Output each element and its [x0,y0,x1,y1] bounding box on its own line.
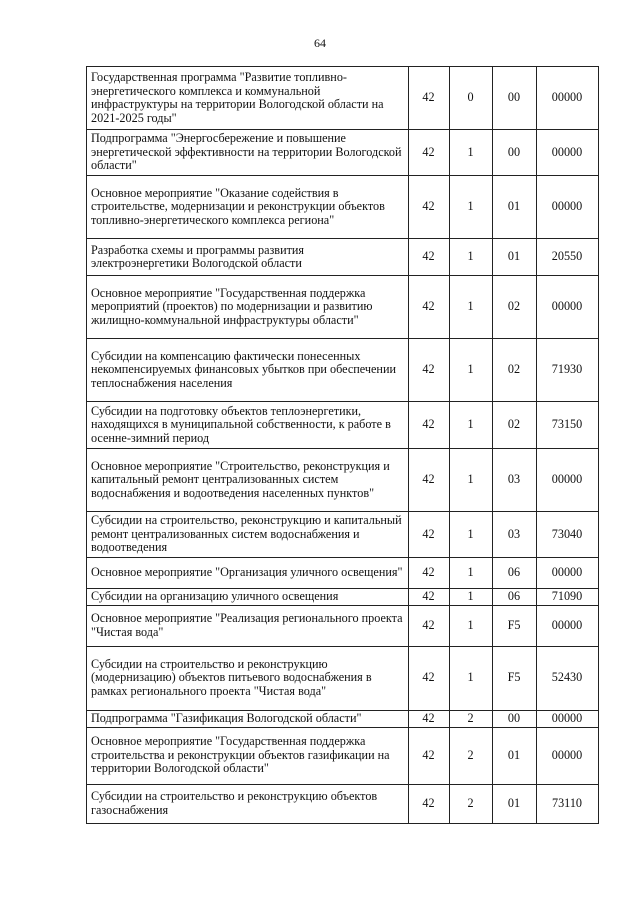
activity-code-cell: 03 [493,512,537,558]
table-row [87,239,599,276]
direction-code-cell: 00000 [537,449,599,512]
table-row [87,276,599,339]
row-name-cell: Субсидии на строительство, реконструкцию и капитальный ремонт централизованных систем водоснабжения и водоотведения [87,512,409,558]
activity-code-cell: 00 [493,67,537,130]
row-name-cell: Субсидии на строительство и реконструкцию объектов газоснабжения [87,784,409,823]
program-code-cell: 42 [409,646,450,710]
row-name-cell: Субсидии на организацию уличного освещения [87,589,409,606]
program-code-cell: 42 [409,558,450,589]
direction-code-cell: 00000 [537,276,599,339]
program-code-cell: 42 [409,589,450,606]
direction-code-cell: 52430 [537,646,599,710]
row-name-cell: Субсидии на подготовку объектов теплоэнергетики, находящихся в муниципальной собственности, к работе в осенне-зимний период [87,402,409,449]
activity-code-cell: 01 [493,784,537,823]
activity-code-cell: 01 [493,239,537,276]
table-row [87,558,599,589]
subprogram-code-cell: 2 [450,727,493,784]
row-name-cell: Подпрограмма "Энергосбережение и повышение энергетической эффективности на территории Вологодской области" [87,130,409,176]
program-code-cell: 42 [409,784,450,823]
table-row [87,176,599,239]
activity-code-cell: 02 [493,402,537,449]
direction-code-cell: 20550 [537,239,599,276]
program-code-cell: 42 [409,67,450,130]
row-name-cell: Государственная программа "Развитие топливно-энергетического комплекса и коммунальной инфраструктуры на территории Вологодской области на 2021-2025 годы" [87,67,409,130]
activity-code-cell: 06 [493,558,537,589]
program-code-cell: 42 [409,512,450,558]
table-row [87,784,599,823]
subprogram-code-cell: 2 [450,784,493,823]
direction-code-cell: 00000 [537,67,599,130]
row-name-cell: Основное мероприятие "Оказание содействия в строительстве, модернизации и реконструкции объектов топливно-энергетического комплекса региона" [87,176,409,239]
direction-code-cell: 73040 [537,512,599,558]
program-code-cell: 42 [409,276,450,339]
direction-code-cell: 73110 [537,784,599,823]
program-code-cell: 42 [409,605,450,646]
row-name-cell: Основное мероприятие "Строительство, реконструкция и капитальный ремонт централизованных систем водоснабжения и водоотведения населенных пунктов" [87,449,409,512]
program-code-cell: 42 [409,176,450,239]
table-row [87,339,599,402]
program-code-cell: 42 [409,130,450,176]
table-row [87,130,599,176]
direction-code-cell: 73150 [537,402,599,449]
table-row [87,646,599,710]
subprogram-code-cell: 1 [450,605,493,646]
direction-code-cell: 00000 [537,176,599,239]
activity-code-cell: 02 [493,339,537,402]
row-name-cell: Разработка схемы и программы развития электроэнергетики Вологодской области [87,239,409,276]
program-code-cell: 42 [409,239,450,276]
direction-code-cell: 00000 [537,558,599,589]
activity-code-cell: F5 [493,605,537,646]
subprogram-code-cell: 1 [450,402,493,449]
subprogram-code-cell: 1 [450,276,493,339]
row-name-cell: Основное мероприятие "Государственная поддержка мероприятий (проектов) по модернизации и развитию жилищно-коммунальной инфраструктуры области" [87,276,409,339]
row-name-cell: Основное мероприятие "Организация уличного освещения" [87,558,409,589]
table-row [87,402,599,449]
subprogram-code-cell: 1 [450,239,493,276]
row-name-cell: Основное мероприятие "Реализация регионального проекта "Чистая вода" [87,605,409,646]
subprogram-code-cell: 1 [450,589,493,606]
activity-code-cell: 03 [493,449,537,512]
activity-code-cell: 02 [493,276,537,339]
table-row [87,605,599,646]
subprogram-code-cell: 1 [450,558,493,589]
activity-code-cell: 00 [493,130,537,176]
subprogram-code-cell: 1 [450,449,493,512]
subprogram-code-cell: 1 [450,512,493,558]
table-row [87,727,599,784]
direction-code-cell: 00000 [537,130,599,176]
direction-code-cell: 00000 [537,710,599,727]
direction-code-cell: 71930 [537,339,599,402]
row-name-cell: Основное мероприятие "Государственная поддержка строительства и реконструкции объектов газификации на территории Вологодской области" [87,727,409,784]
direction-code-cell: 71090 [537,589,599,606]
program-code-cell: 42 [409,710,450,727]
direction-code-cell: 00000 [537,727,599,784]
direction-code-cell: 00000 [537,605,599,646]
row-name-cell: Субсидии на строительство и реконструкцию (модернизацию) объектов питьевого водоснабжения в рамках регионального проекта "Чистая вода" [87,646,409,710]
subprogram-code-cell: 1 [450,176,493,239]
activity-code-cell: 06 [493,589,537,606]
subprogram-code-cell: 1 [450,130,493,176]
table-body [87,67,599,824]
activity-code-cell: 01 [493,176,537,239]
program-code-cell: 42 [409,402,450,449]
program-code-cell: 42 [409,727,450,784]
subprogram-code-cell: 1 [450,646,493,710]
activity-code-cell: 00 [493,710,537,727]
table-row [87,589,599,606]
program-code-cell: 42 [409,339,450,402]
row-name-cell: Подпрограмма "Газификация Вологодской области" [87,710,409,727]
program-code-cell: 42 [409,449,450,512]
page-number: 64 [314,36,326,50]
budget-classification-table [86,66,599,824]
activity-code-cell: 01 [493,727,537,784]
row-name-cell: Субсидии на компенсацию фактически понесенных некомпенсируемых финансовых убытков при обеспечении теплоснабжения населения [87,339,409,402]
subprogram-code-cell: 0 [450,67,493,130]
subprogram-code-cell: 1 [450,339,493,402]
subprogram-code-cell: 2 [450,710,493,727]
table-row [87,512,599,558]
table-row [87,710,599,727]
activity-code-cell: F5 [493,646,537,710]
table-row [87,449,599,512]
table-row [87,67,599,130]
